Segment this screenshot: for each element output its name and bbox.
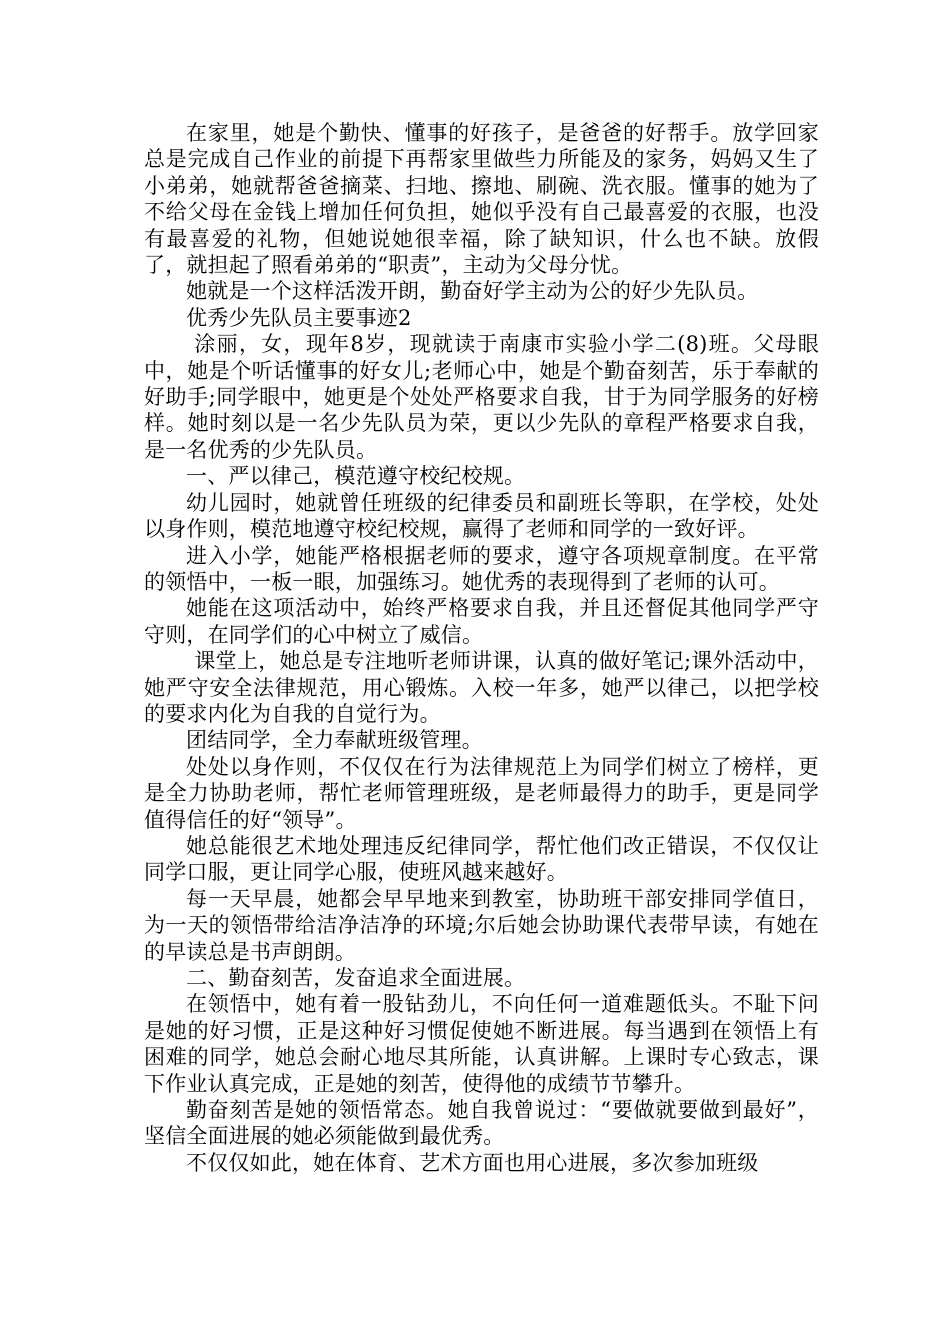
body-paragraph: 进入小学，她能严格根据老师的要求，遵守各项规章制度。在平常的领悟中，一板一眼，加强练习。她优秀的表现得到了老师的认可。 [144,543,819,594]
section-heading: 优秀少先队员主要事迹2 [186,305,412,330]
document-page [144,120,819,1176]
body-paragraph: 她就是一个这样活泼开朗，勤奋好学主动为公的好少先队员。 [186,279,759,304]
body-paragraph: 她总能很艺术地处理违反纪律同学，帮忙他们改正错误，不仅仅让同学口服，更让同学心服，使班风越来越好。 [144,833,819,885]
body-paragraph: 她能在这项活动中，始终严格要求自我，并且还督促其他同学严守守则，在同学们的心中树立了威信。 [144,596,819,647]
section-heading: 一、严以律己，模范遵守校纪校规。 [186,464,526,489]
body-paragraph: 涂丽，女，现年8岁，现就读于南康市实验小学二(8)班。父母眼中，她是个听话懂事的好女儿;老师心中，她是个勤奋刻苦，乐于奉献的好助手;同学眼中，她更是个处处严格要求自我，甘于为同学服务的好榜样。她时刻以是一名少先队员为荣，更以少先队的章程严格要求自我，是一名优秀的少先队员。 [144,332,819,462]
body-paragraph: 处处以身作则，不仅仅在行为法律规范上为同学们树立了榜样，更是全力协助老师，帮忙老师管理班级，是老师最得力的助手，更是同学值得信任的好“领导”。 [144,754,819,832]
body-paragraph: 勤奋刻苦是她的领悟常态。她自我曾说过：“要做就要做到最好”，坚信全面进展的她必须能做到最优秀。 [144,1098,819,1149]
body-paragraph: 在家里，她是个勤快、懂事的好孩子，是爸爸的好帮手。放学回家总是完成自己作业的前提下再帮家里做些力所能及的家务，妈妈又生了小弟弟，她就帮爸爸摘菜、扫地、擦地、刷碗、洗衣服。懂事的她为了不给父母在金钱上增加任何负担，她似乎没有自己最喜爱的衣服，也没有最喜爱的礼物，但她说她很幸福，除了缺知识，什么也不缺。放假了，就担起了照看弟弟的“职责”，主动为父母分忧。 [144,121,819,278]
body-paragraph: 在领悟中，她有着一股钻劲儿，不向任何一道难题低头。不耻下问是她的好习惯，正是这种好习惯促使她不断进展。每当遇到在领悟上有困难的同学，她总会耐心地尽其所能，认真讲解。上课时专心致志，课下作业认真完成，正是她的刻苦，使得他的成绩节节攀升。 [144,992,819,1096]
body-paragraph: 幼儿园时，她就曾任班级的纪律委员和副班长等职，在学校，处处以身作则，模范地遵守校纪校规，赢得了老师和同学的一致好评。 [144,490,819,542]
body-paragraph: 每一天早晨，她都会早早地来到教室，协助班干部安排同学值日，为一天的领悟带给洁净洁净的环境;尔后她会协助课代表带早读，有她在的早读总是书声朗朗。 [144,886,819,964]
section-heading: 团结同学，全力奉献班级管理。 [186,728,483,753]
body-paragraph: 课堂上，她总是专注地听老师讲课，认真的做好笔记;课外活动中，她严守安全法律规范，用心锻炼。入校一年多，她严以律己，以把学校的要求内化为自我的自觉行为。 [144,649,819,726]
body-paragraph: 不仅仅如此，她在体育、艺术方面也用心进展，多次参加班级 [186,1150,759,1175]
section-heading: 二、勤奋刻苦，发奋追求全面进展。 [186,966,526,990]
